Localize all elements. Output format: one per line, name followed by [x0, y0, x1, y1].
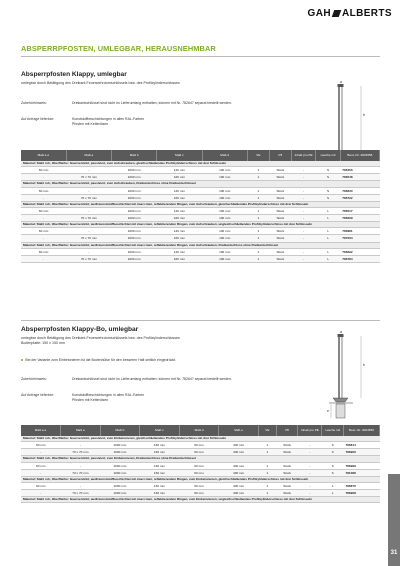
table-row: [21, 215, 380, 222]
material-text: Material: Stahl roh, Oberfläche: feuerverzinkt, weiß kunststoffbeschichtet mit zwei roten, reflektierenden Ringen, zum Einbetonieren, gleichschließendes Profilzylinderschloss mit drei Schlüsseln: [21, 476, 380, 482]
note-text: Bei der Variante zum Einbetonieren ist die Bodenhülse für den besseren Halt seitlich eingedrückt.: [25, 358, 177, 362]
dim-label-b: b: [363, 363, 365, 367]
table-cell: L: [316, 228, 340, 235]
table-cell: 70 x 70 mm: [66, 235, 111, 242]
table-cell: 1: [258, 469, 276, 476]
logo-text-a: GAH: [307, 8, 331, 19]
table-cell: 1: [247, 187, 269, 194]
product2-table: [21, 425, 380, 503]
product2-base-plate: Bodenplatte: 150 x 150 mm: [21, 341, 65, 345]
table-cell: -: [291, 235, 315, 242]
dim-label-b: b: [363, 113, 365, 117]
table-row: [21, 194, 380, 201]
table-cell: 60 mm: [179, 442, 219, 449]
table-cell: Stück: [269, 255, 291, 262]
th: Maß a: [61, 425, 101, 436]
table-cell: 160 mm: [157, 215, 202, 222]
table-cell: -: [66, 228, 111, 235]
article-number: 786722: [340, 194, 379, 201]
table-row: [21, 469, 380, 476]
product2-technical-drawing: [323, 330, 381, 425]
table-cell: 140 mm: [157, 187, 202, 194]
th: Maß b: [112, 150, 157, 161]
table-cell: 1000 mm: [100, 462, 140, 469]
table-cell: 100 mm: [202, 255, 247, 262]
table-cell: S: [316, 187, 340, 194]
spec-key: Zubehörhinweis:: [21, 377, 47, 381]
table-cell: -: [21, 235, 66, 242]
product1-table-body: [21, 161, 380, 262]
brand-logo: [308, 8, 392, 19]
table-cell: 1000 mm: [100, 482, 140, 489]
table-cell: 70 x 70 mm: [61, 490, 101, 497]
th: Inhalt pro PE: [291, 150, 315, 161]
table-row: [21, 187, 380, 194]
table-cell: 1000 mm: [112, 228, 157, 235]
th: Maß b: [100, 425, 140, 436]
table-cell: 1000 mm: [112, 235, 157, 242]
table-cell: 1: [258, 449, 276, 456]
table-cell: 60 mm: [21, 187, 66, 194]
dim-label-e: e: [327, 409, 329, 413]
table-cell: Stück: [269, 187, 291, 194]
article-number: 786814: [343, 442, 379, 449]
table-cell: 70 x 70 mm: [66, 194, 111, 201]
table-cell: Stück: [276, 462, 298, 469]
spec-key: Auf Anfrage lieferbar:: [21, 117, 54, 121]
spec-value: Dreikantschlüssel sind nicht im Lieferumfang enthalten; können mit Nr. 782647 separat bestellt werden.: [72, 101, 232, 105]
table-cell: -: [298, 469, 322, 476]
spec-value: Kunststoffbeschichtungen in allen RAL-Farben Pfosten mit Kettenösen: [72, 117, 145, 127]
th: Maß c: [140, 425, 180, 436]
page-number: 31: [390, 550, 398, 556]
th: Lasche mit: [322, 425, 344, 436]
table-cell: 70 x 70 mm: [61, 469, 101, 476]
article-number: 786981: [340, 228, 379, 235]
table-cell: L: [316, 235, 340, 242]
table-cell: 1: [258, 490, 276, 497]
article-number: 781088: [343, 469, 379, 476]
table-cell: 400 mm: [219, 449, 259, 456]
table-row: [21, 174, 380, 181]
article-number: 786548: [340, 174, 379, 181]
dim-label-a: a: [340, 80, 342, 84]
table-cell: 140 mm: [157, 207, 202, 214]
th: Lasche mit: [316, 150, 340, 161]
table-cell: 60 mm: [21, 228, 66, 235]
table-cell: S: [316, 174, 340, 181]
table-cell: 100 mm: [202, 215, 247, 222]
table-cell: S: [322, 462, 344, 469]
table-cell: 160 mm: [157, 255, 202, 262]
table-cell: 1000 mm: [112, 255, 157, 262]
table-cell: 1: [247, 207, 269, 214]
material-text: Material: Stahl roh, Oberfläche: feuerverzinkt, weiß kunststoffbeschichtet mit zwei roten, reflektierenden Ringen, zum Aufschrauben, Dreikantschloss ohne Dreikantschlüssel: [21, 242, 380, 248]
table-cell: 100 mm: [202, 235, 247, 242]
table-cell: -: [291, 207, 315, 214]
table-cell: 1: [247, 248, 269, 255]
dim-label-a: a: [340, 330, 342, 334]
table-cell: -: [66, 167, 111, 174]
table-cell: 60 mm: [21, 482, 61, 489]
table-cell: 1: [247, 255, 269, 262]
table-cell: 60 mm: [179, 462, 219, 469]
table-cell: 160 mm: [140, 449, 180, 456]
table-cell: 1000 mm: [112, 174, 157, 181]
table-cell: -: [291, 248, 315, 255]
table-row: [21, 228, 380, 235]
table-cell: 1: [247, 167, 269, 174]
product-divider: [21, 320, 380, 321]
table-cell: 1000 mm: [100, 469, 140, 476]
table-cell: 60 mm: [179, 482, 219, 489]
table-cell: -: [66, 248, 111, 255]
table-cell: L: [322, 490, 344, 497]
table-cell: -: [66, 187, 111, 194]
table-cell: 1000 mm: [100, 449, 140, 456]
table-cell: -: [66, 207, 111, 214]
th: Pfl: [276, 425, 298, 436]
table-cell: -: [298, 442, 322, 449]
table-cell: -: [61, 462, 101, 469]
table-cell: 1000 mm: [112, 248, 157, 255]
table-cell: -: [21, 449, 61, 456]
table-cell: 60 mm: [21, 207, 66, 214]
table-cell: 160 mm: [157, 194, 202, 201]
table-cell: 70 x 70 mm: [61, 449, 101, 456]
table-cell: 70 x 70 mm: [66, 255, 111, 262]
table-cell: -: [21, 255, 66, 262]
table-cell: -: [298, 462, 322, 469]
table-cell: 60 mm: [21, 442, 61, 449]
th: Maß a ⌀: [21, 425, 61, 436]
table-cell: L: [316, 207, 340, 214]
table-cell: L: [322, 482, 344, 489]
table-cell: -: [291, 187, 315, 194]
material-text: Material: Stahl roh, Oberfläche: feuerverzinkt, weiß kunststoffbeschichtet mit zwei roten, reflektierenden Ringen, zum Aufschrauben, gleichschließendes Profilzylinderschloss mit drei Schlüsseln: [21, 201, 380, 207]
table-cell: 100 mm: [202, 174, 247, 181]
table-cell: Stück: [269, 167, 291, 174]
table-cell: 100 mm: [202, 194, 247, 201]
product1-spec-on-request: [21, 117, 321, 129]
product2-spec-accessory: [21, 377, 321, 385]
material-text: Material: Stahl roh, Oberfläche: feuerverzinkt, passiviert, zum Aufschrauben, gleichschließendes Profilzylinderschloss mit drei Schlüsseln: [21, 161, 380, 167]
table-cell: -: [298, 449, 322, 456]
table-cell: Stück: [269, 207, 291, 214]
table-cell: 160 mm: [157, 174, 202, 181]
table-cell: S: [322, 469, 344, 476]
spec-key: Auf Anfrage lieferbar:: [21, 393, 54, 397]
table-cell: 160 mm: [157, 235, 202, 242]
table-cell: 70 x 70 mm: [66, 215, 111, 222]
table-cell: 1000 mm: [112, 187, 157, 194]
table-cell: -: [291, 194, 315, 201]
table-cell: S: [316, 194, 340, 201]
table-row: [21, 248, 380, 255]
article-number: 786999: [343, 462, 379, 469]
table-cell: -: [21, 174, 66, 181]
table-cell: 60 mm: [179, 469, 219, 476]
table-cell: -: [21, 469, 61, 476]
table-cell: -: [21, 194, 66, 201]
th: Best.-Nr. 4004556: [340, 150, 379, 161]
product2-title: Absperrpfosten Klappy-Bo, umlegbar: [21, 326, 139, 333]
table-row: [21, 167, 380, 174]
table-cell: 1: [247, 174, 269, 181]
table-cell: 1: [247, 228, 269, 235]
article-number: 786630: [340, 187, 379, 194]
table-header-row: [21, 150, 380, 161]
th: Maß a: [66, 150, 111, 161]
article-number: 786968: [343, 490, 379, 497]
table-cell: 140 mm: [157, 248, 202, 255]
table-cell: 1000 mm: [100, 490, 140, 497]
bullet-icon: [21, 359, 23, 361]
table-cell: 140 mm: [157, 228, 202, 235]
table-cell: 1: [247, 235, 269, 242]
table-cell: Stück: [269, 248, 291, 255]
table-cell: Stück: [276, 482, 298, 489]
product2-spec-on-request: [21, 393, 321, 405]
product2-subtitle: umlegbar durch Betätigung des Dreikant-Feuerwehrdornschlüssels bzw. des Profilzylinderschlosses: [21, 336, 180, 340]
table-cell: -: [291, 174, 315, 181]
th: VE: [247, 150, 269, 161]
section-title: ABSPERRPFOSTEN, UMLEGBAR, HERAUSNEHMBAR: [21, 44, 216, 53]
table-cell: -: [291, 167, 315, 174]
table-cell: -: [291, 215, 315, 222]
product1-subtitle: umlegbar durch Betätigung des Dreikant-Feuerwehrdornschlüssels bzw. des Profilzylinderschlosses: [21, 81, 180, 85]
table-cell: -: [61, 442, 101, 449]
th: Pfl: [269, 150, 291, 161]
table-cell: 60 mm: [179, 490, 219, 497]
table-cell: -: [21, 215, 66, 222]
table-cell: -: [291, 255, 315, 262]
spec-value: Kunststoffbeschichtungen in allen RAL-Farben Pfosten mit Kettenösen: [72, 393, 145, 403]
material-text: Material: Stahl roh, Oberfläche: feuerverzinkt, passiviert, zum Einbetonieren, gleichschließendes Profilzylinderschloss mit drei Schlüsseln: [21, 436, 380, 442]
product2-table-body: [21, 436, 380, 503]
th: VE: [258, 425, 276, 436]
table-cell: L: [316, 215, 340, 222]
table-cell: -: [298, 490, 322, 497]
table-cell: Stück: [276, 490, 298, 497]
table-cell: L: [316, 255, 340, 262]
table-row: [21, 482, 380, 489]
table-cell: 160 mm: [140, 442, 180, 449]
table-cell: -: [61, 482, 101, 489]
table-cell: 140 mm: [157, 167, 202, 174]
table-cell: L: [316, 248, 340, 255]
table-cell: S: [322, 449, 344, 456]
product1-table: [21, 150, 380, 263]
table-row: [21, 255, 380, 262]
table-cell: Stück: [269, 215, 291, 222]
table-cell: 400 mm: [219, 442, 259, 449]
table-cell: Stück: [269, 174, 291, 181]
table-cell: 1: [247, 194, 269, 201]
table-cell: 1000 mm: [112, 167, 157, 174]
logo-mark-icon: [332, 10, 342, 17]
table-cell: 60 mm: [179, 449, 219, 456]
table-cell: -: [298, 482, 322, 489]
table-cell: 100 mm: [202, 167, 247, 174]
logo-text-b: ALBERTS: [341, 8, 392, 19]
th: Maß c: [157, 150, 202, 161]
table-cell: 1000 mm: [100, 442, 140, 449]
table-cell: 1: [258, 442, 276, 449]
table-row: [21, 235, 380, 242]
table-cell: 60 mm: [21, 248, 66, 255]
th: Best.-Nr. 4004556: [343, 425, 379, 436]
spec-key: Zubehörhinweis:: [21, 101, 47, 105]
table-cell: 100 mm: [202, 207, 247, 214]
table-cell: 1: [258, 482, 276, 489]
th: Inhalt pro PE: [298, 425, 322, 436]
table-cell: S: [316, 167, 340, 174]
table-row: [21, 442, 380, 449]
article-number: 786609: [340, 215, 379, 222]
table-cell: 100 mm: [202, 228, 247, 235]
table-cell: 400 mm: [219, 482, 259, 489]
th: Maß d: [202, 150, 247, 161]
table-cell: -: [291, 228, 315, 235]
table-cell: 70 x 70 mm: [66, 174, 111, 181]
table-cell: 1000 mm: [112, 194, 157, 201]
spec-value: Dreikantschlüssel sind nicht im Lieferumfang enthalten; können mit Nr. 782647 separat bestellt werden.: [72, 377, 232, 381]
table-cell: Stück: [276, 442, 298, 449]
table-cell: Stück: [276, 469, 298, 476]
table-cell: Stück: [276, 449, 298, 456]
material-text: Material: Stahl roh, Oberfläche: feuerverzinkt, weiß kunststoffbeschichtet mit zwei roten, reflektierenden Ringen, zum Einbetonieren, ungleichschließendes Profilzylinderschloss mit drei Schlüsseln: [21, 497, 380, 503]
product2-note: [21, 358, 176, 362]
table-cell: 1: [247, 215, 269, 222]
article-number: 786784: [340, 255, 379, 262]
table-cell: 400 mm: [219, 469, 259, 476]
table-row: [21, 449, 380, 456]
table-cell: 60 mm: [21, 167, 66, 174]
table-cell: Stück: [269, 228, 291, 235]
article-number: 786456: [340, 167, 379, 174]
section-divider: [21, 56, 380, 57]
article-number: 786692: [340, 248, 379, 255]
table-cell: 400 mm: [219, 490, 259, 497]
material-row: [21, 497, 380, 503]
product1-title: Absperrpfosten Klappy, umlegbar: [21, 71, 127, 78]
article-number: 786906: [343, 449, 379, 456]
table-cell: 160 mm: [140, 490, 180, 497]
table-row: [21, 207, 380, 214]
table-header-row: [21, 425, 380, 436]
material-text: Material: Stahl roh, Oberfläche: feuerverzinkt, passiviert, zum Aufschrauben, Dreikantschloss ohne Dreikantschlüssel: [21, 181, 380, 187]
th: Maß e: [219, 425, 259, 436]
table-cell: 1000 mm: [112, 215, 157, 222]
table-cell: 160 mm: [140, 462, 180, 469]
material-text: Material: Stahl roh, Oberfläche: feuerverzinkt, weiß kunststoffbeschichtet mit zwei roten, reflektierenden Ringen, zum Aufschrauben, ungleichschließendes Profilzylinderschloss mit drei Schlüsseln: [21, 222, 380, 228]
table-cell: 400 mm: [219, 462, 259, 469]
th: Maß a ⌀: [21, 150, 66, 161]
table-cell: -: [21, 490, 61, 497]
th: Maß d: [179, 425, 219, 436]
article-number: 787004: [340, 235, 379, 242]
table-cell: 100 mm: [202, 187, 247, 194]
table-cell: Stück: [269, 235, 291, 242]
article-number: 786876: [343, 482, 379, 489]
table-cell: 100 mm: [202, 248, 247, 255]
table-cell: Stück: [269, 194, 291, 201]
table-cell: 160 mm: [140, 469, 180, 476]
table-cell: S: [322, 442, 344, 449]
table-row: [21, 490, 380, 497]
table-row: [21, 462, 380, 469]
table-cell: 60 mm: [21, 462, 61, 469]
table-cell: 1: [258, 462, 276, 469]
material-text: Material: Stahl roh, Oberfläche: feuerverzinkt, passiviert, zum Einbetonieren, Dreikantschloss ohne Dreikantschlüssel: [21, 456, 380, 462]
product1-spec-accessory: [21, 101, 321, 109]
table-cell: 1000 mm: [112, 207, 157, 214]
table-cell: 160 mm: [140, 482, 180, 489]
article-number: 786517: [340, 207, 379, 214]
